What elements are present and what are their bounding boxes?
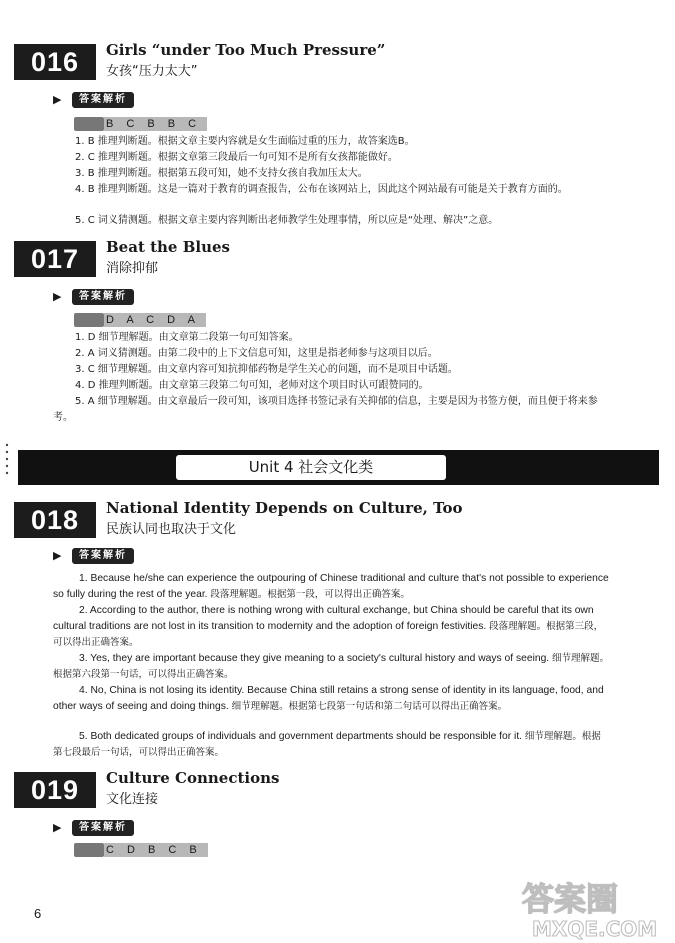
answer-key: B C B B C <box>104 117 207 131</box>
answer-label-icon <box>74 313 104 327</box>
analysis-badge: 答案解析 <box>72 92 134 108</box>
answer-text-zh: 段落理解题。根据第三段，可以得出正确答案。 <box>53 621 604 648</box>
svg-text:MXQE.COM: MXQE.COM <box>532 917 658 941</box>
answer-text-en: 5. Both dedicated groups of individuals and government departments should be responsible for it. <box>79 731 523 742</box>
triangle-arrow-icon: ▶ <box>53 549 62 562</box>
page-number: 6 <box>34 906 42 921</box>
explanation-item: 5. C 词义猜测题。根据文章主要内容判断出老师教学生处理事情，所以应是“处理、解决”之意。 <box>75 215 499 226</box>
explanation-item: 4. D 推理判断题。由文章第三段第二句可知，老师对这个项目时认可跟赞同的。 <box>75 380 429 391</box>
answer-text-en: 3. Yes, they are important because they give meaning to a society's cultural history and ways of seeing. <box>79 653 550 664</box>
triangle-arrow-icon: ▶ <box>53 93 62 106</box>
section-title-zh: 文化连接 <box>106 792 159 807</box>
section-title-zh: 女孩“压力太大” <box>106 64 198 79</box>
answer-item <box>53 683 610 715</box>
answer-item <box>53 571 610 603</box>
section-number: 018 <box>14 502 96 538</box>
section-title-en: Beat the Blues <box>106 238 230 256</box>
explanation-item: 2. A 词义猜测题。由第二段中的上下文信息可知，这里是指老师参与这项目以后。 <box>75 348 438 359</box>
triangle-arrow-icon: ▶ <box>53 290 62 303</box>
explanation-item: 2. C 推理判断题。根据文章第三段最后一句可知不是所有女孩都能做好。 <box>75 152 398 163</box>
answer-label-icon <box>74 843 104 857</box>
explanation-item: 5. A 细节理解题。由文章最后一段可知，该项目选择书签记录有关抑郁的信息，主要是因为书签方便，而且便于将来参考。 <box>53 396 598 423</box>
unit-heading: Unit 4 社会文化类 <box>176 455 446 480</box>
answer-item <box>53 729 610 761</box>
explanation-item: 1. D 细节理解题。由文章第二段第一句可知答案。 <box>75 332 299 343</box>
analysis-badge: 答案解析 <box>72 548 134 564</box>
answer-text-zh: 段落理解题。根据第一段，可以得出正确答案。 <box>210 589 410 600</box>
answer-label-icon <box>74 117 104 131</box>
explanation-item: 3. B 推理判断题。根据第五段可知，她不支持女孩自我加压太大。 <box>75 168 368 179</box>
answer-key-row <box>74 313 206 327</box>
section-number: 019 <box>14 772 96 808</box>
answer-text-en: 1. Because he/she can experience the outpouring of Chinese traditional and culture that's not possible to experience so fully during the rest of the year. <box>53 573 609 600</box>
section-019 <box>14 769 614 808</box>
section-title-en: Girls “under Too Much Pressure” <box>106 41 386 59</box>
watermark-logo <box>510 870 675 943</box>
analysis-badge: 答案解析 <box>72 289 134 305</box>
section-017 <box>14 238 614 277</box>
answer-key-row <box>74 843 208 857</box>
svg-text:答案圈: 答案圈 <box>522 880 619 918</box>
answer-key: C D B C B <box>104 843 208 857</box>
explanation-item: 4. B 推理判断题。这是一篇对于教育的调查报告，公布在该网站上，因此这个网站最有可能是关于教育方面的。 <box>75 184 568 195</box>
answer-text-zh: 细节理解题。根据第七段第一句话和第二句话可以得出正确答案。 <box>231 701 508 712</box>
section-title-zh: 民族认同也取决于文化 <box>106 522 237 537</box>
section-016 <box>14 41 614 80</box>
answer-item <box>53 603 610 651</box>
explanation-item: 3. C 细节理解题。由文章内容可知抗抑郁药物是学生关心的问题，而不是项目中话题。 <box>75 364 458 375</box>
section-title-en: National Identity Depends on Culture, Too <box>106 499 463 517</box>
section-title-zh: 消除抑郁 <box>106 261 159 276</box>
analysis-badge: 答案解析 <box>72 820 134 836</box>
section-number: 017 <box>14 241 96 277</box>
answer-text-en: 2. According to the author, there is nothing wrong with cultural exchange, but China should be careful that its own cultural traditions are not lost in its transition to modernity and the adoption of foreign festivities. <box>53 605 594 632</box>
answer-item <box>53 651 610 683</box>
answer-key: D A C D A <box>104 313 206 327</box>
margin-dots <box>0 440 14 480</box>
section-number: 016 <box>14 44 96 80</box>
section-018 <box>14 499 614 538</box>
answer-text-zh: 细节理解题。根据第六段第一句话，可以得出正确答案。 <box>53 653 610 680</box>
answer-text-en: 4. No, China is not losing its identity. Because China still retains a strong sense of identity in its language, food, and other ways of seeing and doing things. <box>53 685 604 712</box>
explanation-item: 1. B 推理判断题。根据文章主要内容就是女生面临过重的压力，故答案选B。 <box>75 136 415 147</box>
answer-text-zh: 细节理解题。根据第七段最后一句话，可以得出正确答案。 <box>53 731 601 758</box>
answer-key-row <box>74 117 207 131</box>
unit-banner <box>18 450 659 485</box>
triangle-arrow-icon: ▶ <box>53 821 62 834</box>
section-title-en: Culture Connections <box>106 769 280 787</box>
